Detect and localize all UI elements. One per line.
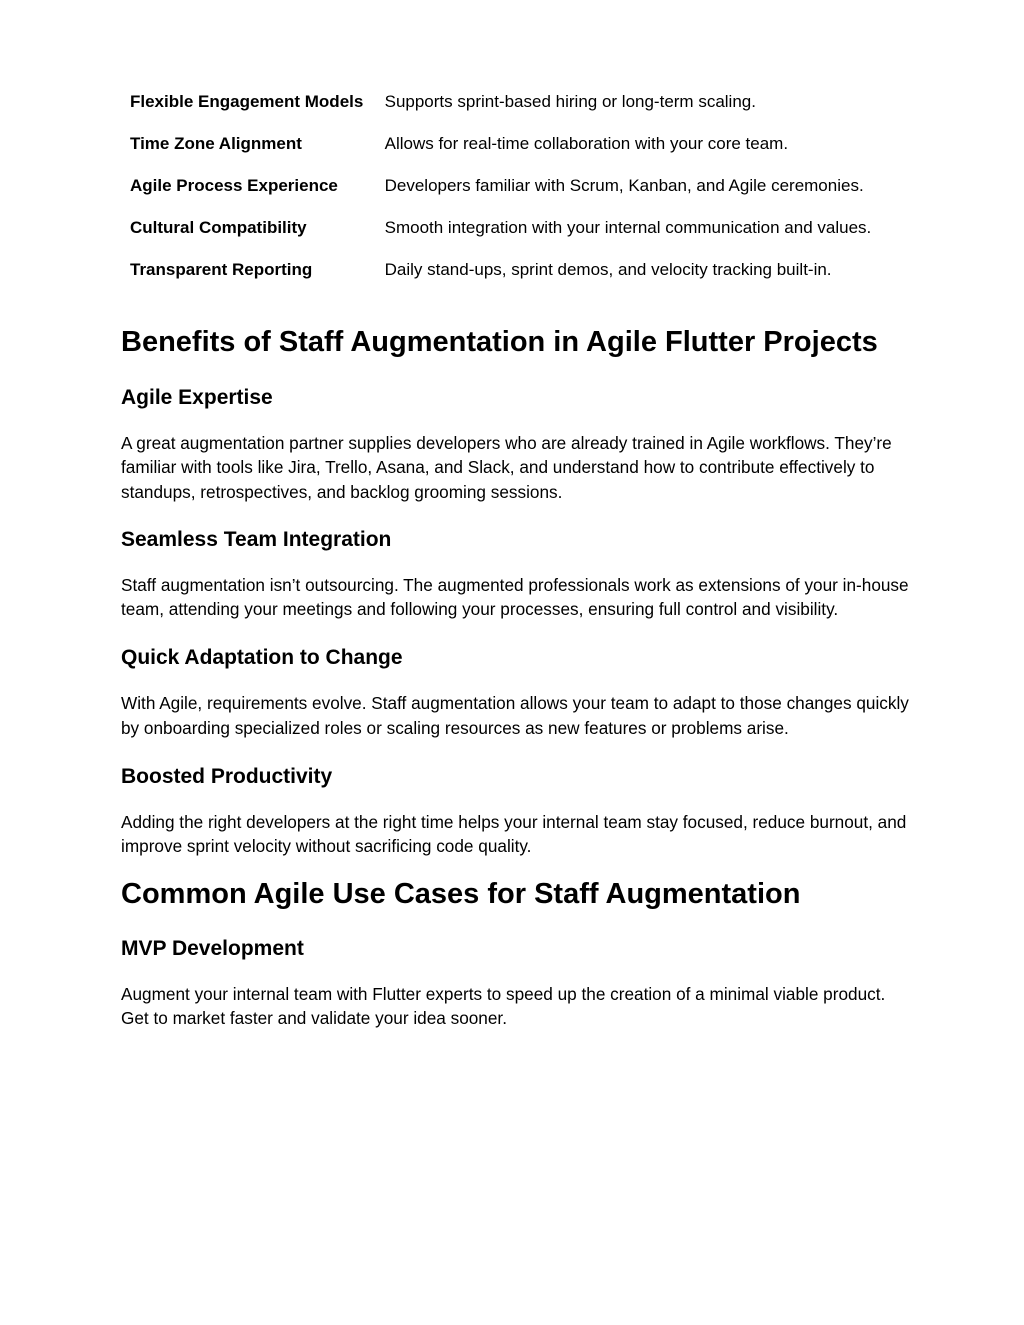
table-key-cell: Agile Process Experience <box>130 176 338 195</box>
table-value-cell: Allows for real-time collaboration with your core team. <box>384 134 789 153</box>
table-key-cell: Cultural Compatibility <box>130 218 307 237</box>
table-value-cell: Daily stand-ups, sprint demos, and velocity tracking built-in. <box>384 260 832 279</box>
table-value-cell: Supports sprint-based hiring or long-term scaling. <box>384 92 756 111</box>
subheading-boosted-productivity: Boosted Productivity <box>121 765 333 789</box>
paragraph-boosted-productivity: Adding the right developers at the right time helps your internal team stay focused, reduce burnout, and improve sprint velocity without sacrificing code quality. <box>121 812 907 857</box>
paragraph-seamless-team-integration: Staff augmentation isn’t outsourcing. The augmented professionals work as extensions of your in-house team, attending your meetings and following your processes, ensuring full control and visibility. <box>121 574 909 620</box>
table-row <box>121 214 881 256</box>
table-value-cell: Smooth integration with your internal communication and values. <box>384 218 872 237</box>
table-row <box>121 256 881 298</box>
features-table <box>121 88 881 298</box>
table-value-cell: Developers familiar with Scrum, Kanban, and Agile ceremonies. <box>384 176 864 195</box>
section-heading-use-cases: Common Agile Use Cases for Staff Augmentation <box>121 877 801 910</box>
subheading-agile-expertise: Agile Expertise <box>121 386 273 409</box>
paragraph-agile-expertise: A great augmentation partner supplies developers who are already trained in Agile workflows. They’re familiar with tools like Jira, Trello, Asana, and Slack, and understand how to contribute effectively to standups, retrospectives, and backlog grooming sessions. <box>121 433 892 502</box>
document-page <box>121 88 911 1030</box>
table-key-cell: Transparent Reporting <box>130 260 313 279</box>
section-heading-benefits: Benefits of Staff Augmentation in Agile Flutter Projects <box>121 326 878 358</box>
subheading-seamless-team-integration: Seamless Team Integration <box>121 527 392 551</box>
table-row <box>121 88 881 130</box>
table-row <box>121 130 881 172</box>
table-key-cell: Time Zone Alignment <box>130 134 302 153</box>
subheading-quick-adaptation: Quick Adaptation to Change <box>121 646 403 670</box>
paragraph-quick-adaptation: With Agile, requirements evolve. Staff augmentation allows your team to adapt to those changes quickly by onboarding specialized roles or scaling resources as new features or problems arise. <box>121 693 909 738</box>
subheading-mvp-development: MVP Development <box>121 936 304 960</box>
paragraph-mvp-development: Augment your internal team with Flutter experts to speed up the creation of a minimal viable product. Get to market faster and validate your idea sooner. <box>121 983 886 1028</box>
table-row <box>121 172 881 214</box>
table-key-cell: Flexible Engagement Models <box>130 92 364 111</box>
